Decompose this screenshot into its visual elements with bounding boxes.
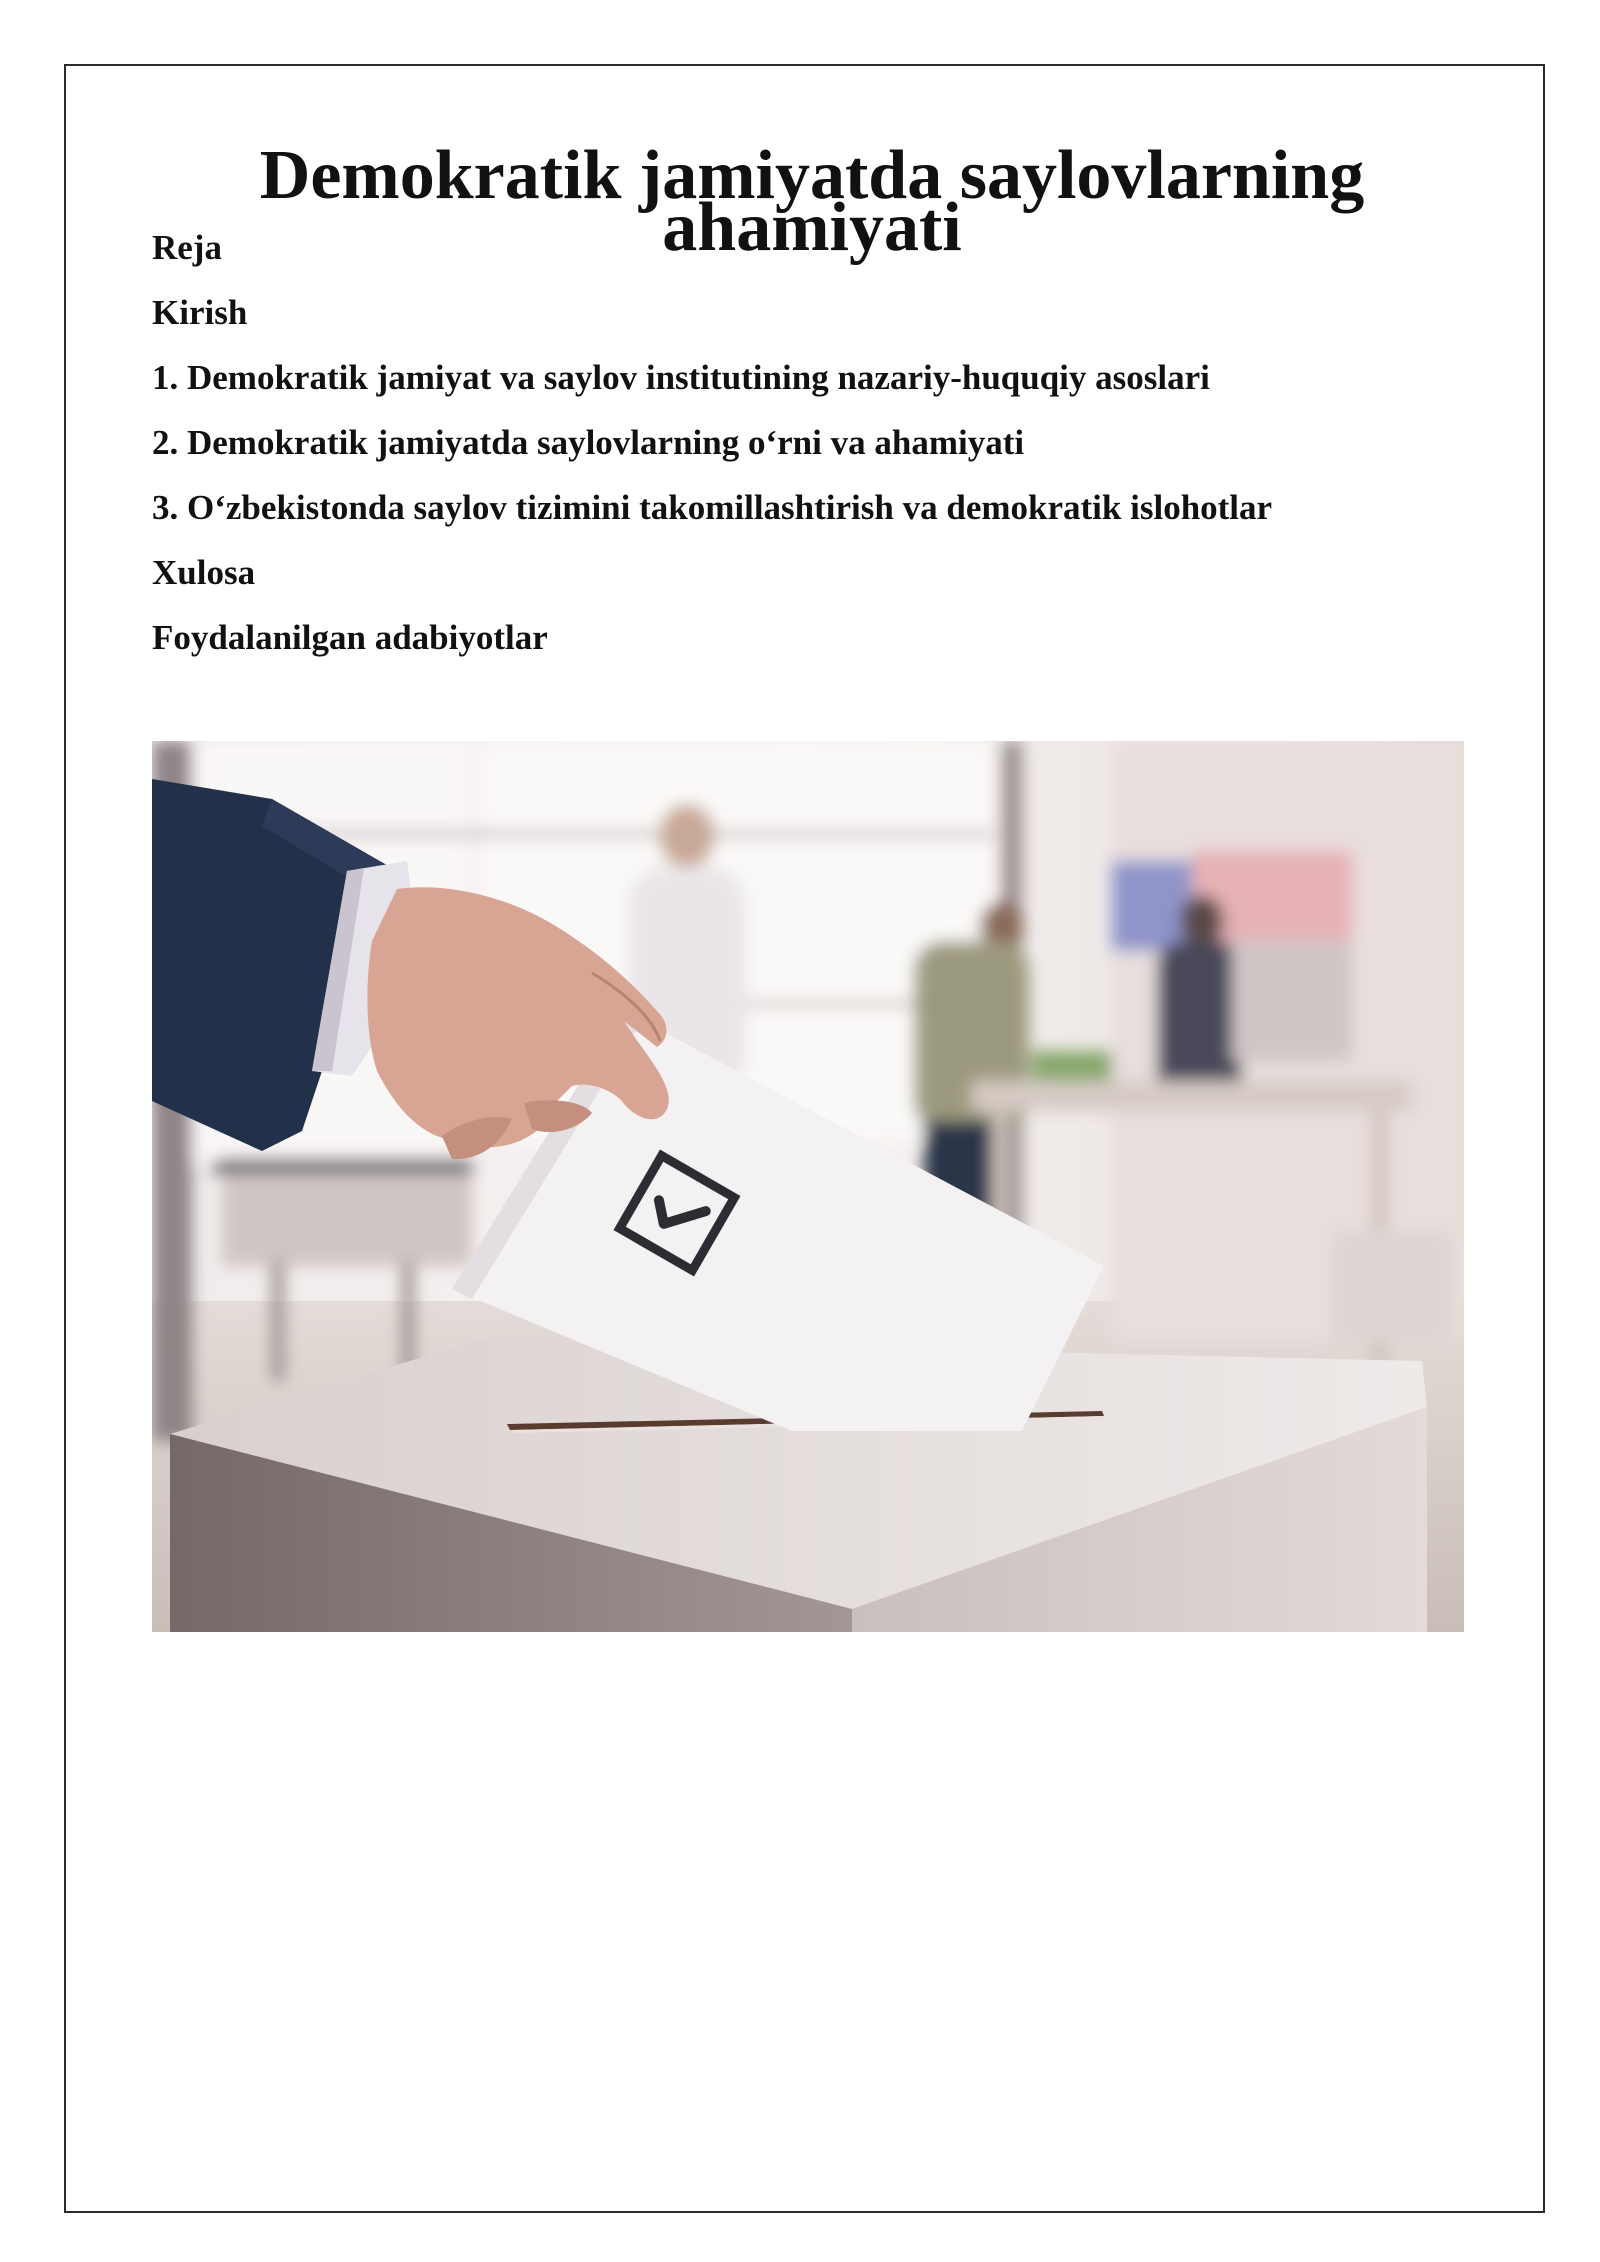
plan-item-3: 3. O‘zbekistonda saylov tizimini takomillashtirish va demokratik islohotlar <box>152 488 1273 527</box>
plan-item-intro: Kirish <box>152 293 248 332</box>
ballot-box-photo <box>152 741 1464 1632</box>
document-title: Demokratik jamiyatda saylovlarning ahamiyati <box>259 137 1365 266</box>
document-body <box>152 137 1472 670</box>
plan-item-references: Foydalanilgan adabiyotlar <box>152 618 548 657</box>
plan-item-1: 1. Demokratik jamiyat va saylov institutining nazariy-huquqiy asoslari <box>152 358 1210 397</box>
plan-item-2: 2. Demokratik jamiyatda saylovlarning o‘rni va ahamiyati <box>152 423 1025 462</box>
plan-item-conclusion: Xulosa <box>152 553 256 592</box>
plan-heading: Reja <box>152 228 222 267</box>
